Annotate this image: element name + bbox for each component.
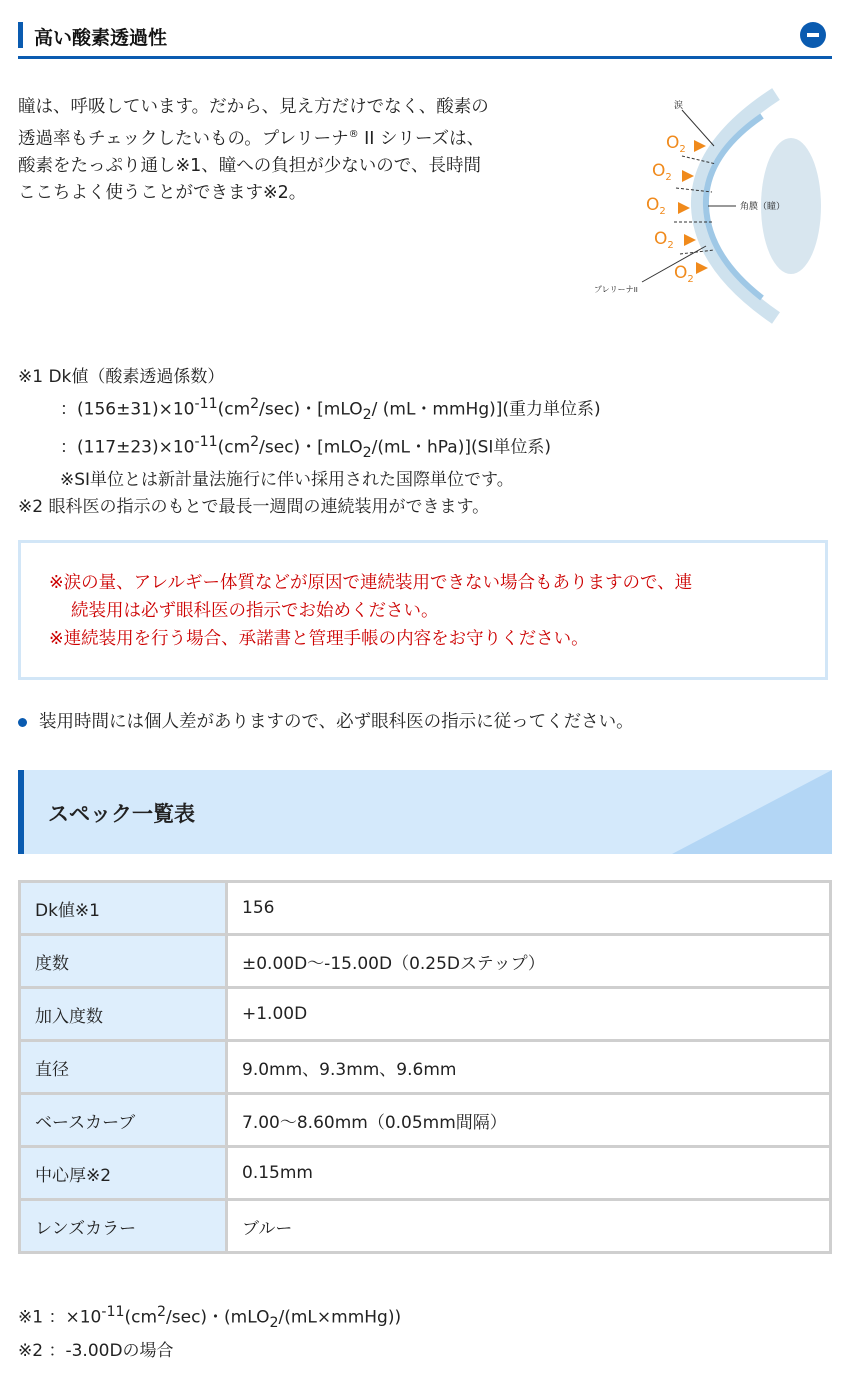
o2-molecule: $O_2$ (654, 229, 674, 251)
arrow-icon (682, 170, 694, 182)
section-header (18, 14, 832, 59)
oxygen-permeability-diagram (586, 86, 830, 324)
o2-molecule: $O_2$ (666, 133, 686, 155)
spec-header (18, 770, 832, 854)
table-row (20, 882, 831, 935)
spec-value: ±0.00D〜-15.00D（0.25Dステップ） (227, 935, 831, 988)
o2-molecule: $O_2$ (646, 195, 666, 217)
note-line: ：$(117\pm 23)\times 10^{-11}(cm^2/\sec)$・[mLO$_2$/(mL・hPa)](SI単位系) (60, 434, 552, 462)
spec-key: Dk値※1 (20, 882, 227, 935)
spec-key: 度数 (20, 935, 227, 988)
intro-line: 透過率もチェックしたいもの。プレリーナ® II シリーズは、 (18, 128, 485, 149)
lens-label: プレリーナII (594, 285, 638, 294)
spec-value: 9.0mm、9.3mm、9.6mm (227, 1041, 831, 1094)
bullet-note (18, 708, 634, 733)
intro-paragraph (18, 94, 578, 207)
footnote-line: ※2 ：-3.00Dの場合 (18, 1341, 174, 1362)
spec-key: 加入度数 (20, 988, 227, 1041)
table-row (20, 1094, 831, 1147)
spec-accent-bar (18, 770, 24, 854)
note-heading: ※1 Dk値（酸素透過係数） (18, 367, 225, 387)
tears-leader-line (682, 110, 714, 146)
spec-value: ブルー (227, 1200, 831, 1253)
collapse-minus-icon[interactable] (800, 22, 826, 48)
dk-notes (18, 364, 601, 521)
table-row (20, 935, 831, 988)
bullet-dot-icon (18, 718, 27, 727)
o2-molecule: $O_2$ (652, 161, 672, 183)
note-line: ※2 眼科医の指示のもとで最長一週間の連続装用ができます。 (18, 497, 490, 518)
footnote-line: ※1 ：$\times 10^{-11}(cm^2/\sec)$・(mLO$_2$/(mL×mmHg)) (18, 1304, 402, 1332)
arrow-icon (696, 262, 708, 274)
arrow-icon (694, 140, 706, 152)
warning-line: ※涙の量、アレルギー体質などが原因で連続装用できない場合もありますので、連 (49, 573, 693, 593)
spec-key: 中心厚※2 (20, 1147, 227, 1200)
warning-box (18, 540, 828, 680)
intro-line: 酸素をたっぷり通し※1、瞳への負担が少ないので、長時間 (18, 155, 481, 176)
arrow-icon (684, 234, 696, 246)
cornea-label: 角膜（瞳） (740, 202, 786, 212)
spec-value: +1.00D (227, 988, 831, 1041)
section-title: 高い酸素透過性 (34, 27, 168, 49)
o2-molecule: $O_2$ (674, 263, 694, 285)
table-row (20, 988, 831, 1041)
intro-line: ここちよく使うことができます※2。 (18, 182, 307, 203)
spec-key: 直径 (20, 1041, 227, 1094)
spec-table (18, 880, 832, 1254)
spec-key: ベースカーブ (20, 1094, 227, 1147)
note-line: ：$(156\pm 31)\times 10^{-11}(cm^2/\sec)$・[mLO$_2$/ (mL・mmHg)](重力単位系) (60, 396, 601, 424)
spec-value: 156 (227, 882, 831, 935)
intro-line: 瞳は、呼吸しています。だから、見え方だけでなく、酸素の (18, 97, 489, 117)
tears-label: 涙 (674, 101, 684, 111)
table-row (20, 1200, 831, 1253)
spec-title: スペック一覧表 (48, 802, 195, 826)
table-row (20, 1041, 831, 1094)
warning-line: 続装用は必ず眼科医の指示でお始めください。 (71, 601, 439, 621)
spec-key: レンズカラー (20, 1200, 227, 1253)
spec-footnotes (18, 1298, 401, 1365)
note-line: ※SI単位とは新計量法施行に伴い採用された国際単位です。 (60, 470, 514, 491)
spec-value: 0.15mm (227, 1147, 831, 1200)
bullet-text: 装用時間には個人差がありますので、必ず眼科医の指示に従ってください。 (39, 712, 634, 732)
section-accent-bar (18, 22, 23, 48)
arrow-icon (678, 202, 690, 214)
table-row (20, 1147, 831, 1200)
warning-line: ※連続装用を行う場合、承諾書と管理手帳の内容をお守りください。 (49, 629, 589, 649)
spec-decor-triangle (672, 770, 832, 854)
spec-value: 7.00〜8.60mm（0.05mm間隔） (227, 1094, 831, 1147)
